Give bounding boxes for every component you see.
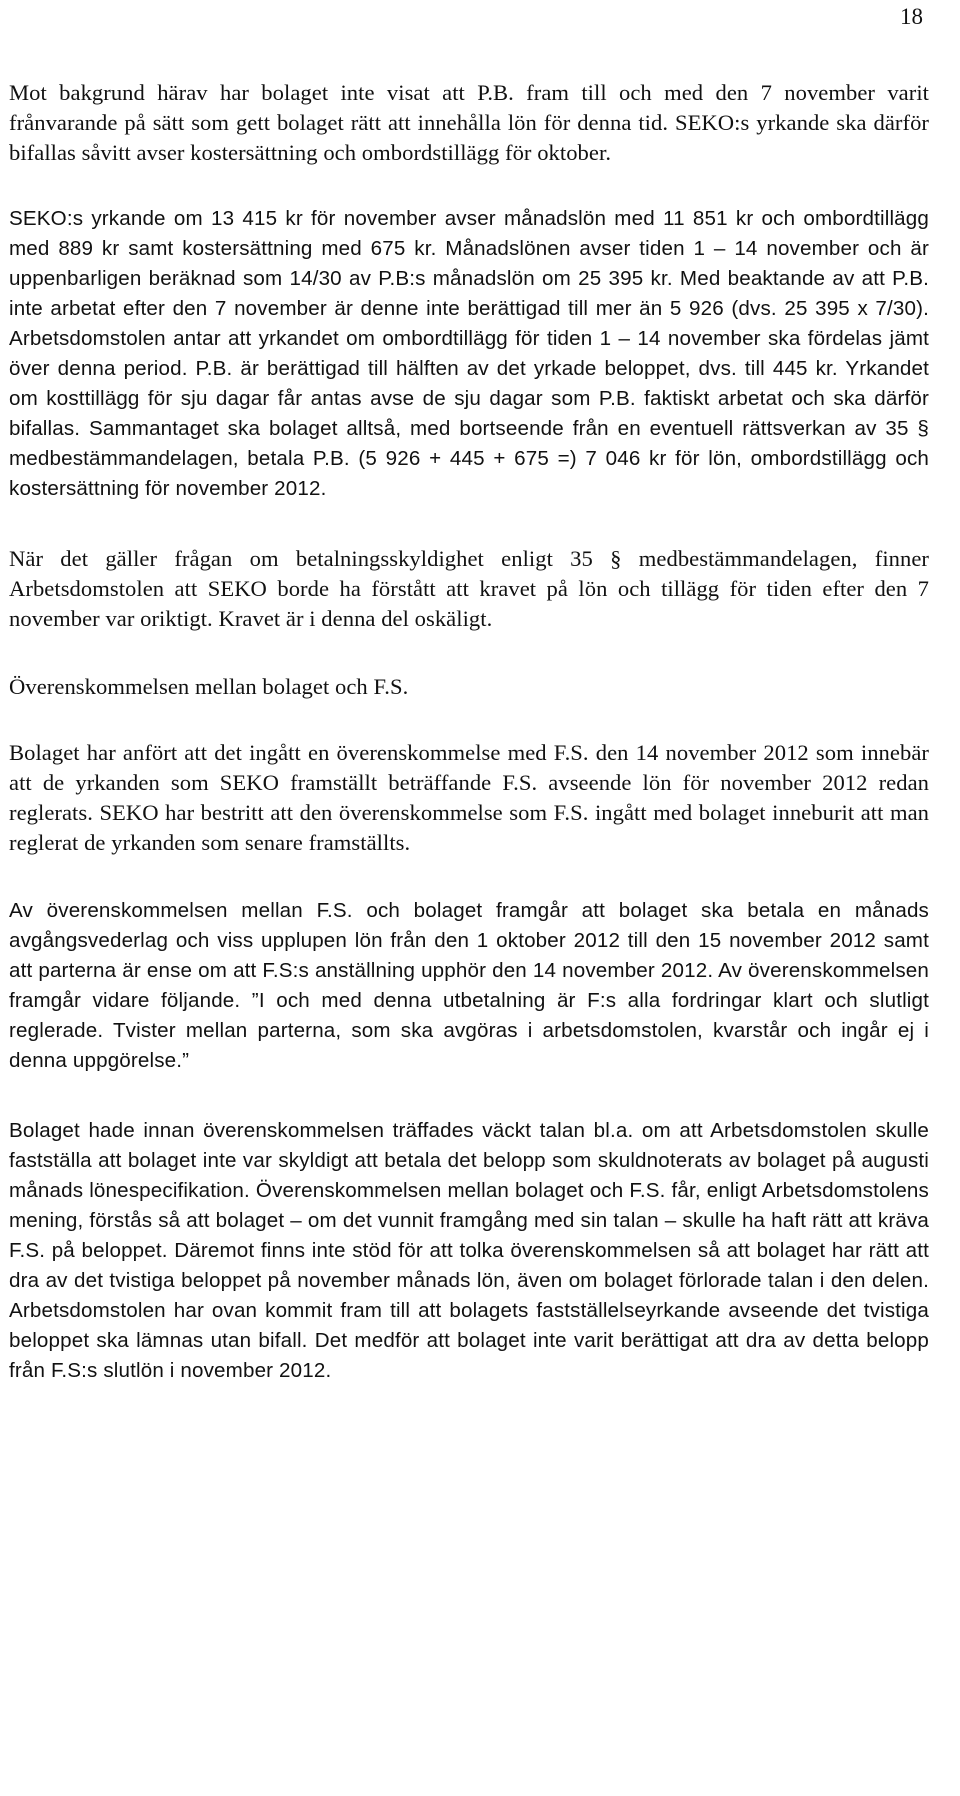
paragraph-liability-35: När det gäller frågan om betalningsskyldighet enligt 35 § medbestämmandelagen, finner Arbetsdomstolen att SEKO borde ha förstått att kravet på lön och tillägg för tiden efter den 7 november var oriktigt. Kravet är i denna del oskäligt. [9,546,929,631]
paragraph-court-assessment: Bolaget hade innan överenskommelsen träffades väckt talan bl.a. om att Arbetsdomstolen skulle fastställa att bolaget inte var skyldigt att betala det belopp som skuldnoterats av bolaget på augusti månads lönespecifikation. Överenskommelsen mellan bolaget och F.S. får, enligt Arbetsdomstolens mening, förstås så att bolaget – om det vunnit framgång med sin talan – skulle ha haft rätt att kräva F.S. på beloppet. Däremot finns inte stöd för att tolka överenskommelsen så att bolaget har rätt att dra av det tvistiga beloppet på november månads lön, även om bolaget förlorade talan i den delen. Arbetsdomstolen har ovan kommit fram till att bolagets fastställelseyrkande avseende det tvistiga beloppet ska lämnas utan bifall. Det medför att bolaget inte varit berättigat att dra av detta belopp från F.S:s slutlön i november 2012. [9,1119,929,1382]
document-body [9,78,929,1386]
page-number: 18 [900,4,923,29]
paragraph-agreement-content: Av överenskommelsen mellan F.S. och bolaget framgår att bolaget ska betala en månads avgångsvederlag och viss upplupen lön från den 1 oktober 2012 till den 15 november 2012 samt att parterna är ense om att F.S:s anställning upphör den 14 november 2012. Av överenskommelsen framgår vidare följande. ”I och med denna utbetalning är F:s alla fordringar klart och slutligt reglerade. Tvister mellan parterna, som ska avgöras i arbetsdomstolen, kvarstår och ingår ej i denna uppgörelse.” [9,899,929,1072]
section-heading: Överenskommelsen mellan bolaget och F.S. [9,674,409,699]
paragraph-absence-october: Mot bakgrund härav har bolaget inte visat att P.B. fram till och med den 7 november varit frånvarande på sätt som gett bolaget rätt att innehålla lön för denna tid. SEKO:s yrkande ska därför bifallas såvitt avser kostersättning och ombordstillägg för oktober. [9,80,929,165]
paragraph-agreement-claim: Bolaget har anfört att det ingått en överenskommelse med F.S. den 14 november 2012 som innebär att de yrkanden som SEKO framställt beträffande F.S. avseende lön för november 2012 redan reglerats. SEKO har bestritt att den överenskommelse som F.S. ingått med bolaget inneburit att man reglerat de yrkanden som senare framställts. [9,740,929,855]
paragraph-november-claim: SEKO:s yrkande om 13 415 kr för november avser månadslön med 11 851 kr och ombordtillägg med 889 kr samt kostersättning med 675 kr. Månadslönen avser tiden 1 – 14 november och är uppenbarligen beräknad som 14/30 av P.B:s månadslön om 25 395 kr. Med beaktande av att P.B. inte arbetat efter den 7 november är denne inte berättigad till mer än 5 926 (dvs. 25 395 x 7/30). Arbetsdomstolen antar att yrkandet om ombordtillägg för tiden 1 – 14 november ska fördelas jämt över denna period. P.B. är berättigad till hälften av det yrkade beloppet, dvs. till 445 kr. Yrkandet om kosttillägg för sju dagar får antas avse de sju dagar som P.B. faktiskt arbetat och ska därför bifallas. Sammantaget ska bolaget alltså, med bortseende från en eventuell rättsverkan av 35 § medbestämmandelagen, betala P.B. (5 926 + 445 + 675 =) 7 046 kr för lön, ombordstillägg och kostersättning för november 2012. [9,207,929,500]
